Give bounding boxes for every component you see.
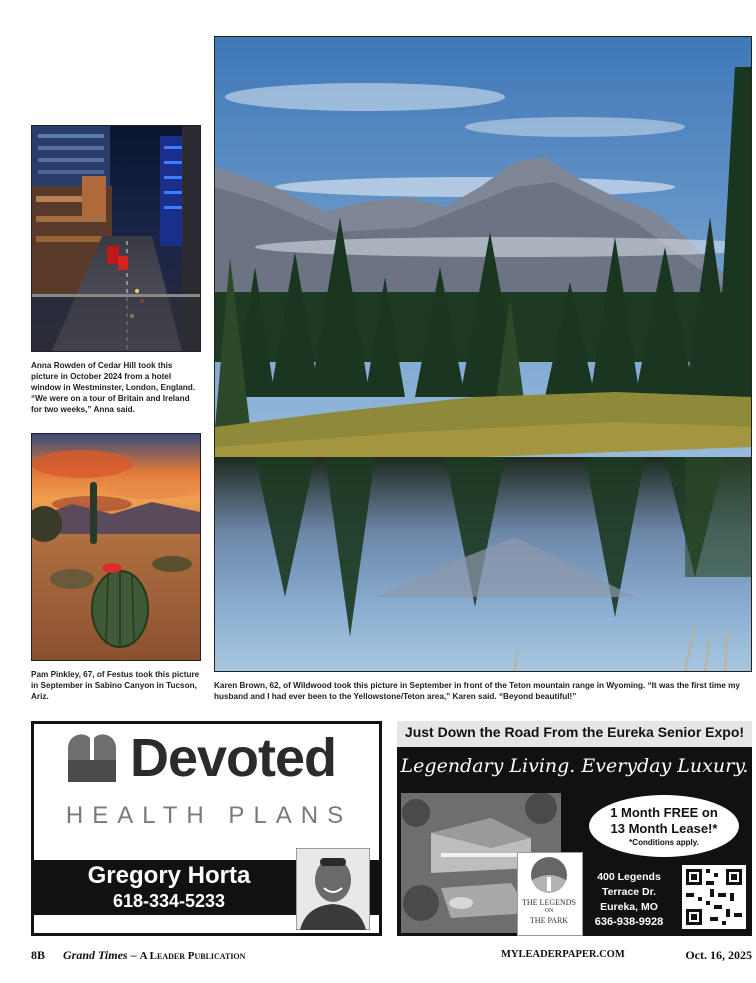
tree-logo-icon: [525, 855, 573, 895]
publication-separator: –: [130, 948, 137, 962]
logo-line2: ON: [544, 908, 554, 914]
devoted-tagline: HEALTH PLANS: [65, 802, 353, 829]
legends-slogan: Legendary Living. Everyday Luxury.: [400, 755, 749, 777]
caption-teton: Karen Brown, 62, of Wildwood took this picture in September in front of the Teton mountain range in Wyoming. “It was the first time my husband and I had ever been to the Yellowstone/Teton area,” Karen said. “Beyond beautiful!”: [214, 681, 740, 701]
devoted-brand: Devoted: [130, 728, 337, 788]
caption-desert: Pam Pinkley, 67, of Festus took this picture in September in Sabino Canyon in Tucson, Ariz.: [31, 670, 200, 701]
devoted-heart-icon: [64, 732, 120, 788]
address-line1: 400 Legends: [597, 871, 661, 883]
photo-desert-sunset: [31, 433, 201, 661]
caption-london: Anna Rowden of Cedar Hill took this picture in October 2024 from a hotel window in Westminster, London, England. “We were on a tour of Britain and Ireland for two weeks,” Anna said.: [31, 361, 196, 414]
offer-note: *Conditions apply.: [629, 838, 699, 847]
photo-teton-reflection: [214, 36, 752, 672]
address-line2: Terrace Dr.: [601, 886, 657, 898]
offer-line2: 13 Month Lease!*: [610, 821, 718, 836]
page-number: 8B: [31, 948, 46, 962]
ad-legends-on-the-park[interactable]: [397, 721, 752, 936]
legends-headline: Just Down the Road From the Eureka Senior Expo!: [404, 724, 745, 740]
address-line3: Eureka, MO: [600, 901, 658, 913]
page-footer: [31, 946, 752, 966]
publication-line: [63, 948, 245, 963]
agent-name: Gregory Horta: [87, 862, 251, 889]
photo-london-night: [31, 125, 201, 352]
legends-phone[interactable]: 636-938-9928: [594, 916, 664, 928]
ad-devoted-health[interactable]: [31, 721, 382, 936]
offer-line1: 1 Month FREE on: [610, 805, 718, 820]
qr-code-icon[interactable]: [682, 865, 746, 929]
london-night-image: [32, 126, 200, 351]
website-link[interactable]: MYLEADERPAPER.COM: [501, 949, 625, 960]
agent-portrait: [296, 848, 370, 930]
agent-phone[interactable]: 618-334-5233: [112, 891, 226, 911]
desert-sunset-image: [32, 434, 200, 660]
teton-reflection-image: [215, 37, 751, 671]
publisher-name: A Leader Publication: [139, 950, 246, 962]
publication-name: Grand Times: [63, 948, 128, 962]
issue-date: Oct. 16, 2025: [685, 948, 752, 962]
logo-line1: THE LEGENDS: [522, 898, 576, 907]
logo-line3: THE PARK: [529, 916, 569, 925]
